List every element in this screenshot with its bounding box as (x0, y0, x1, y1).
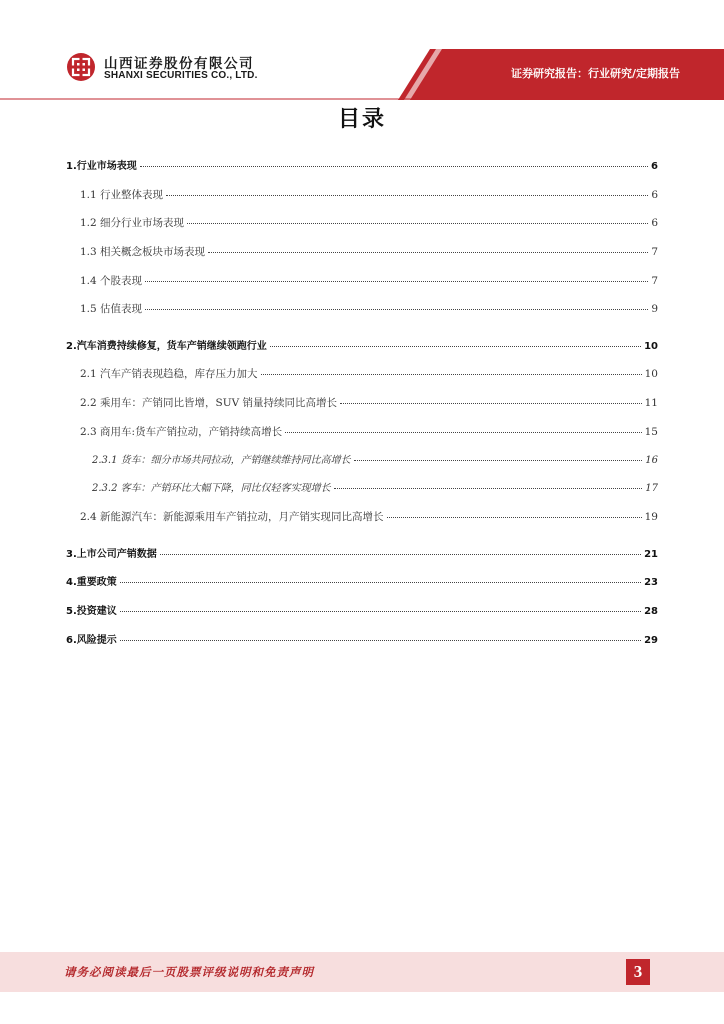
toc-entry-page: 16 (645, 455, 658, 466)
toc-dot-leader (140, 156, 648, 167)
toc-entry-label: 2.3.2 客车：产销环比大幅下降，同比仅轻客实现增长 (92, 483, 331, 494)
company-name-en: SHANXI SECURITIES CO., LTD. (104, 70, 258, 81)
disclaimer-text: 请务必阅读最后一页股票评级说明和免责声明 (64, 965, 314, 979)
toc-dot-leader (187, 213, 648, 224)
toc-dot-leader (387, 507, 642, 518)
toc-entry[interactable] (66, 273, 658, 289)
toc-entry-page: 28 (644, 606, 658, 617)
toc-dot-leader (145, 299, 648, 310)
toc-entry-page: 11 (644, 397, 658, 409)
page-title: 目录 (337, 107, 386, 132)
toc-entry-label: 1.3 相关概念板块市场表现 (80, 246, 206, 258)
toc-entry[interactable] (66, 395, 658, 411)
toc-entry-page: 10 (644, 368, 658, 380)
toc-dot-leader (261, 364, 642, 375)
toc-entry-label: 2.3 商用车:货车产销拉动，产销持续高增长 (80, 426, 283, 438)
toc-entry-label: 2.3.1 货车：细分市场共同拉动，产销继续维持同比高增长 (92, 455, 351, 466)
toc-entry-label: 1.4 个股表现 (80, 275, 143, 287)
toc-entry-label: 1.1 行业整体表现 (80, 189, 164, 201)
toc-entry[interactable] (66, 338, 658, 355)
toc-entry-page: 6 (651, 189, 658, 201)
toc-entry-label: 3.上市公司产销数据 (66, 549, 157, 560)
toc-dot-leader (334, 478, 643, 489)
toc-dot-leader (120, 572, 641, 583)
toc-entry-page: 29 (644, 635, 658, 646)
toc-entry-page: 15 (644, 426, 658, 438)
toc-entry-label: 2.2 乘用车：产销同比皆增，SUV 销量持续同比高增长 (80, 397, 337, 409)
toc-dot-leader (160, 544, 641, 555)
toc-dot-leader (120, 630, 641, 641)
toc-entry[interactable] (66, 603, 658, 620)
page-number: 3 (626, 959, 650, 985)
toc-entry-label: 2.4 新能源汽车：新能源乘用车产销拉动，月产销实现同比高增长 (80, 511, 384, 523)
toc-entry-page: 6 (651, 161, 658, 172)
toc-dot-leader (354, 450, 643, 461)
toc-dot-leader (120, 601, 641, 612)
toc-entry[interactable] (66, 632, 658, 649)
toc-entry[interactable] (66, 574, 658, 591)
toc-dot-leader (208, 242, 648, 253)
toc-entry[interactable] (66, 509, 658, 525)
toc-dot-leader (270, 336, 641, 347)
toc-entry-page: 7 (651, 275, 658, 287)
page-header (0, 0, 724, 100)
report-type-label: 证券研究报告：行业研究/定期报告 (510, 67, 680, 80)
toc-entry[interactable] (66, 187, 658, 203)
company-name-cn: 山西证券股份有限公司 (104, 56, 254, 72)
toc-entry-page: 6 (651, 217, 658, 229)
toc-entry-page: 19 (644, 511, 658, 523)
toc-entry-page: 17 (645, 483, 658, 494)
toc-dot-leader (340, 393, 642, 404)
company-logo-icon (66, 52, 96, 82)
toc-entry-label: 5.投资建议 (66, 606, 117, 617)
toc-entry-label: 2.汽车消费持续修复，货车产销继续领跑行业 (66, 341, 267, 352)
toc-entry[interactable] (66, 215, 658, 231)
toc-entry[interactable] (66, 452, 658, 469)
toc-entry-page: 7 (651, 246, 658, 258)
toc-entry-label: 2.1 汽车产销表现趋稳，库存压力加大 (80, 368, 258, 380)
toc-entry-page: 23 (644, 577, 658, 588)
toc-entry[interactable] (66, 158, 658, 175)
toc-dot-leader (166, 185, 648, 196)
toc-dot-leader (145, 271, 648, 282)
toc-entry[interactable] (66, 366, 658, 382)
toc-entry-label: 1.5 估值表现 (80, 303, 143, 315)
toc-entry-page: 10 (644, 341, 658, 352)
toc-entry[interactable] (66, 546, 658, 563)
toc-entry-label: 1.2 细分行业市场表现 (80, 217, 185, 229)
toc-dot-leader (285, 422, 642, 433)
toc-entry-label: 6.风险提示 (66, 635, 117, 646)
toc-entry[interactable] (66, 480, 658, 497)
header-banner (0, 0, 724, 100)
toc-entry[interactable] (66, 244, 658, 260)
toc-entry-page: 21 (644, 549, 658, 560)
toc-entry-label: 4.重要政策 (66, 577, 117, 588)
toc-entry[interactable] (66, 301, 658, 317)
toc-entry-page: 9 (651, 303, 658, 315)
toc-entry[interactable] (66, 424, 658, 440)
toc-entry-label: 1.行业市场表现 (66, 161, 137, 172)
